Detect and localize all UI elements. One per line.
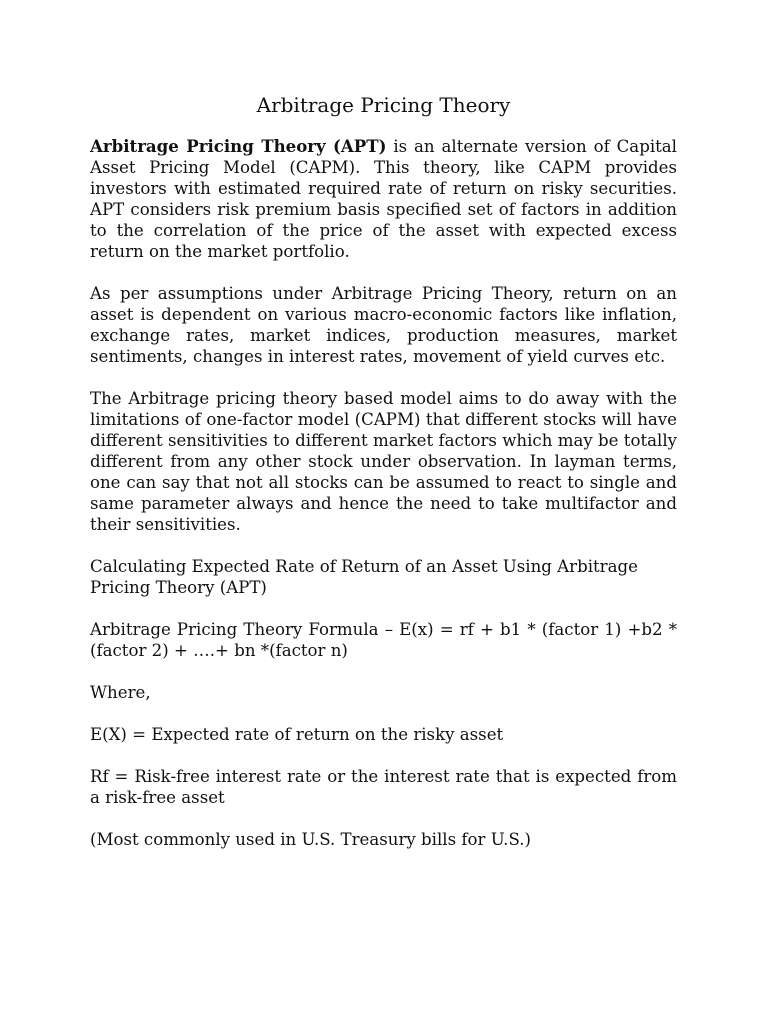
calculation-heading-paragraph: Calculating Expected Rate of Return of an Asset Using Arbitrage Pricing Theory (APT) [90,557,638,597]
expected-return-definition: E(X) = Expected rate of return on the risky asset [90,725,504,744]
where-paragraph: Where, [90,683,151,702]
intro-bold-lead: Arbitrage Pricing Theory (APT) [90,136,387,156]
intro-text: is an alternate version of Capital Asset Pricing Model (CAPM). This theory, like CAPM provides investors with estimated required rate of return on risky securities. APT considers risk premium basis specified set of factors in addition to the correlation of the price of the asset with expected excess return on the market portfolio. [90,137,677,261]
model-paragraph: The Arbitrage pricing theory based model aims to do away with the limitations of one-factor model (CAPM) that different stocks will have different sensitivities to different market factors which may be totally different from any other stock under observation. In layman terms, one can say that not all stocks can be assumed to react to single and same parameter always and hence the need to take multifactor and their sensitivities. [90,389,677,534]
assumptions-paragraph: As per assumptions under Arbitrage Pricing Theory, return on an asset is dependent on various macro-economic factors like inflation, exchange rates, market indices, production measures, market sentiments, changes in interest rates, movement of yield curves etc. [90,284,677,366]
document-body [90,92,677,871]
risk-free-definition: Rf = Risk-free interest rate or the interest rate that is expected from a risk-free asset [90,767,677,807]
formula-paragraph: Arbitrage Pricing Theory Formula – E(x) = rf + b1 * (factor 1) +b2 *(factor 2) + ….+ bn *(factor n) [90,620,677,660]
document-title: Arbitrage Pricing Theory [256,93,511,117]
treasury-note: (Most commonly used in U.S. Treasury bills for U.S.) [90,830,531,849]
intro-paragraph [90,136,677,262]
